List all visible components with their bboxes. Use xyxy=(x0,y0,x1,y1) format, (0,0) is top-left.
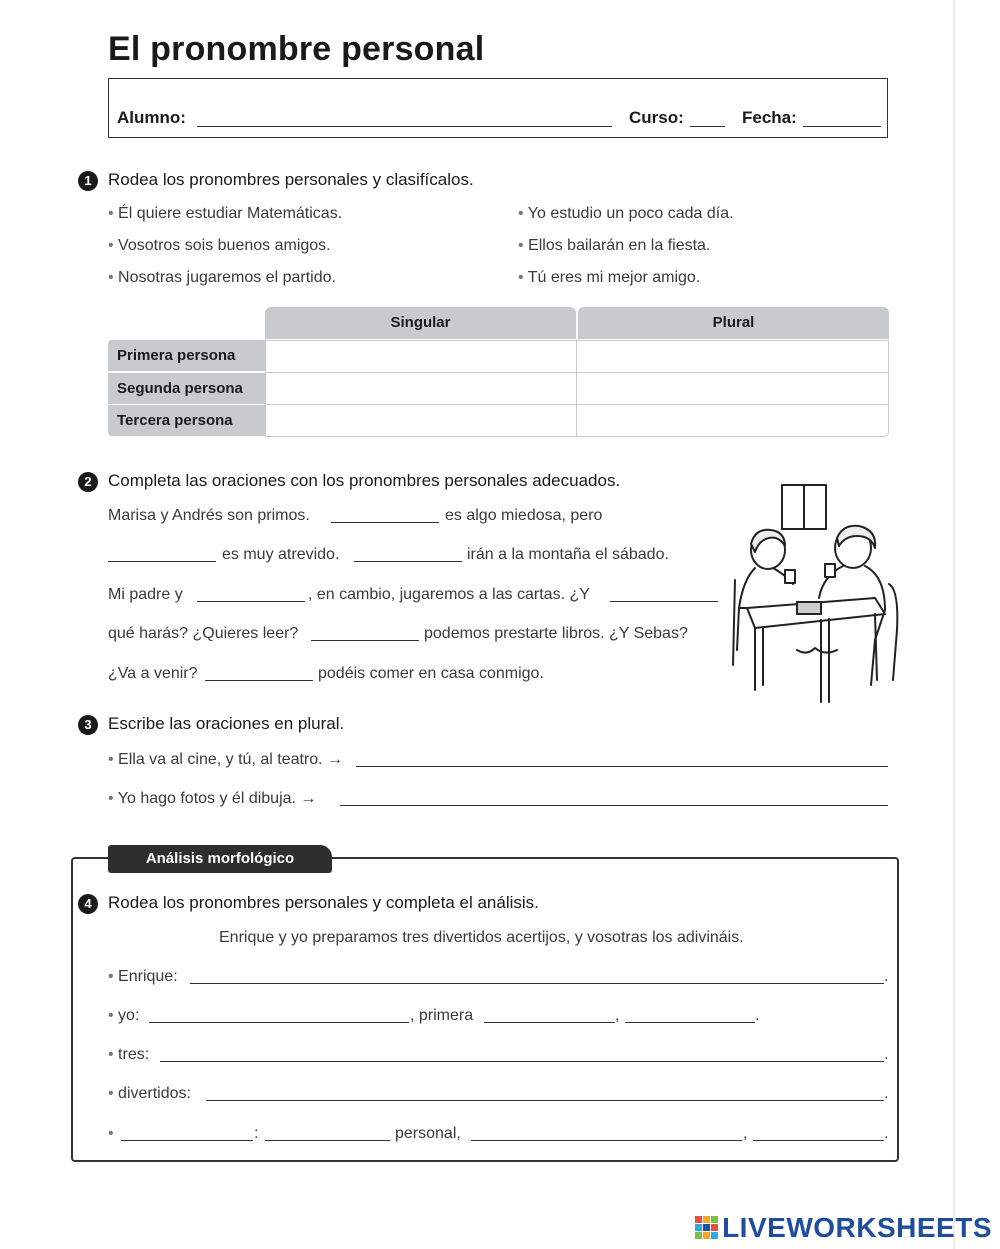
analysis-tab: Análisis morfológico xyxy=(108,845,332,873)
ex2-blank[interactable] xyxy=(205,680,313,681)
analysis-line[interactable] xyxy=(206,1100,884,1101)
curso-label: Curso: xyxy=(629,108,684,127)
curso-line[interactable] xyxy=(690,126,725,127)
exercise-number-2: 2 xyxy=(78,472,98,492)
ex2-blank[interactable] xyxy=(311,640,419,641)
ex2-text: , en cambio, jugaremos a las cartas. ¿Y xyxy=(308,586,590,603)
exercise-number-4: 4 xyxy=(78,894,98,914)
ex2-text: qué harás? ¿Quieres leer? xyxy=(108,625,299,642)
ex2-text: podéis comer en casa conmigo. xyxy=(318,665,544,682)
table-cell-tercera-plural[interactable] xyxy=(576,404,889,437)
analysis-text-personal: personal, xyxy=(395,1125,461,1142)
children-playing-cards-illustration xyxy=(725,480,905,705)
analysis-comma: , xyxy=(615,1007,620,1024)
analysis-label-enrique: • Enrique: xyxy=(108,968,178,986)
table-cell-primera-singular[interactable] xyxy=(265,340,577,373)
analysis-line[interactable] xyxy=(265,1140,390,1141)
analysis-period: . xyxy=(884,1125,889,1142)
ex2-text: podemos prestarte libros. ¿Y Sebas? xyxy=(424,625,688,642)
analysis-line[interactable] xyxy=(753,1140,884,1141)
analysis-line[interactable] xyxy=(625,1022,755,1023)
page-title: El pronombre personal xyxy=(108,30,485,68)
analysis-text-primera: , primera xyxy=(410,1007,474,1024)
ex2-blank[interactable] xyxy=(610,601,718,602)
table-cell-primera-plural[interactable] xyxy=(576,340,889,373)
analysis-label-yo: • yo: xyxy=(108,1007,139,1025)
ex3-item: • Ella va al cine, y tú, al teatro. → xyxy=(108,751,343,769)
ex1-sentence[interactable]: • Tú eres mi mejor amigo. xyxy=(518,269,700,287)
analysis-period: . xyxy=(884,1085,889,1102)
exercise-number-3: 3 xyxy=(78,715,98,735)
alumno-label: Alumno: xyxy=(117,108,186,127)
ex2-blank[interactable] xyxy=(197,601,305,602)
analysis-label-divertidos: • divertidos: xyxy=(108,1085,191,1103)
analysis-comma: , xyxy=(743,1125,748,1142)
ex2-text: irán a la montaña el sábado. xyxy=(467,546,669,563)
analysis-line[interactable] xyxy=(190,983,884,984)
analysis-line[interactable] xyxy=(484,1022,615,1023)
table-cell-segunda-plural[interactable] xyxy=(576,372,889,405)
ex2-text: Mi padre y xyxy=(108,586,183,603)
analysis-line[interactable] xyxy=(149,1022,409,1023)
ex1-sentence[interactable]: • Él quiere estudiar Matemáticas. xyxy=(108,205,342,223)
exercise-number-1: 1 xyxy=(78,171,98,191)
analysis-line[interactable] xyxy=(471,1140,742,1141)
ex1-sentence[interactable]: • Nosotras jugaremos el partido. xyxy=(108,269,336,287)
ex2-blank[interactable] xyxy=(331,522,439,523)
alumno-line[interactable] xyxy=(197,126,612,127)
analysis-period: . xyxy=(884,968,889,985)
analysis-colon: : xyxy=(254,1125,259,1142)
ex2-text: es muy atrevido. xyxy=(222,546,340,563)
table-row-label-primera: Primera persona xyxy=(108,340,265,371)
ex3-answer-line[interactable] xyxy=(356,766,888,767)
ex3-item: • Yo hago fotos y él dibuja. → xyxy=(108,790,316,808)
analysis-bullet-last xyxy=(108,1125,114,1143)
ex2-text: Marisa y Andrés son primos. xyxy=(108,507,310,524)
ex2-blank[interactable] xyxy=(354,561,462,562)
table-header-plural: Plural xyxy=(578,307,889,339)
analysis-period: . xyxy=(884,1046,889,1063)
liveworksheets-logo-icon xyxy=(694,1215,720,1241)
analysis-line[interactable] xyxy=(160,1061,884,1062)
exercise-1-instruction: Rodea los pronombres personales y clasifícalos. xyxy=(108,170,474,189)
ex2-blank[interactable] xyxy=(108,561,216,562)
analysis-label-tres: • tres: xyxy=(108,1046,149,1064)
ex1-sentence[interactable]: • Vosotros sois buenos amigos. xyxy=(108,237,331,255)
ex1-sentence[interactable]: • Yo estudio un poco cada día. xyxy=(518,205,734,223)
table-cell-segunda-singular[interactable] xyxy=(265,372,577,405)
analysis-period: . xyxy=(755,1007,760,1024)
table-cell-tercera-singular[interactable] xyxy=(265,404,577,437)
ex2-text: ¿Va a venir? xyxy=(108,665,198,682)
exercise-4-instruction: Rodea los pronombres personales y completa el análisis. xyxy=(108,893,539,912)
brand-name[interactable]: LIVEWORKSHEETS xyxy=(722,1212,992,1243)
ex2-text: es algo miedosa, pero xyxy=(445,507,603,524)
ex1-sentence[interactable]: • Ellos bailarán en la fiesta. xyxy=(518,237,710,255)
table-row-label-tercera: Tercera persona xyxy=(108,405,265,436)
table-header-singular: Singular xyxy=(265,307,576,339)
analysis-line[interactable] xyxy=(121,1140,253,1141)
page-edge-rule xyxy=(953,0,955,1249)
ex3-answer-line[interactable] xyxy=(340,805,888,806)
fecha-label: Fecha: xyxy=(742,108,797,127)
table-row-label-segunda: Segunda persona xyxy=(108,373,265,404)
fecha-line[interactable] xyxy=(803,126,881,127)
analysis-sentence[interactable]: Enrique y yo preparamos tres divertidos acertijos, y vosotras los adivináis. xyxy=(219,929,744,946)
exercise-2-instruction: Completa las oraciones con los pronombres personales adecuados. xyxy=(108,471,621,490)
exercise-3-instruction: Escribe las oraciones en plural. xyxy=(108,714,345,733)
